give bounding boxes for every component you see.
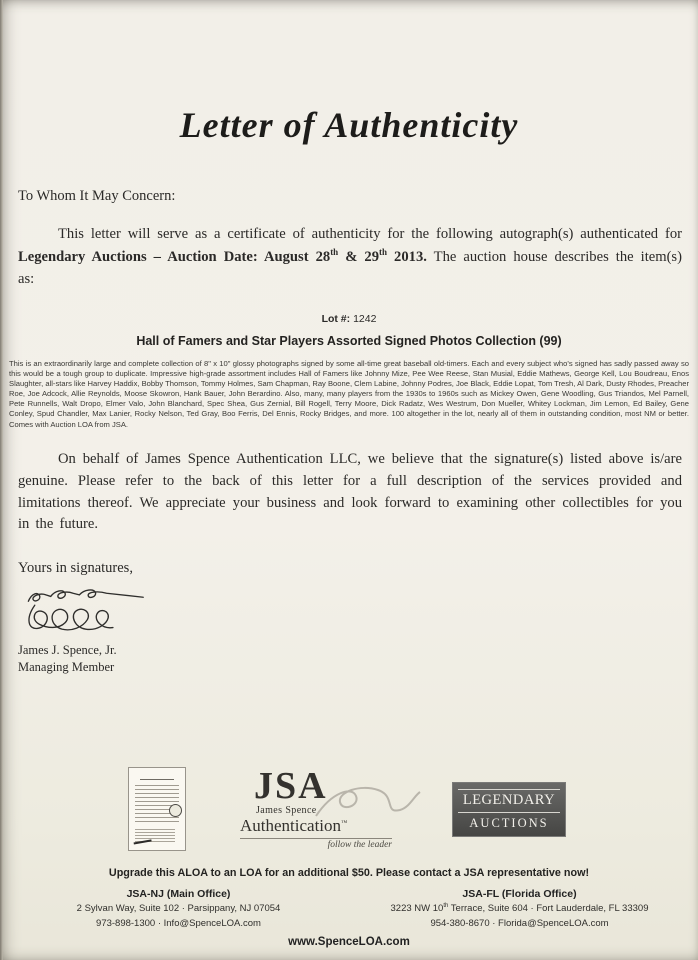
legendary-line2: AUCTIONS: [469, 815, 549, 830]
website-url: www.SpenceLOA.com: [288, 936, 410, 948]
signer-name: James J. Spence, Jr.: [18, 643, 117, 658]
ordinal-suffix: th: [379, 246, 388, 257]
office-fl-address: [349, 902, 690, 916]
office-fl-contact: 954-380-8670 · Florida@SpenceLOA.com: [430, 917, 609, 929]
jsa-acronym: JSA: [254, 765, 328, 808]
jsa-tagline: follow the leader: [327, 840, 392, 851]
upgrade-notice: Upgrade this ALOA to an LOA for an additional $50. Please contact a JSA representative now!: [108, 867, 590, 880]
office-fl: [349, 888, 690, 931]
intro-text-tail: The auction house describes the item(s) as:: [18, 248, 682, 287]
legendary-auctions-logo: [452, 782, 566, 837]
lot-number-line: [0, 313, 698, 325]
fl-address-end: Terrace, Suite 604 · Fort Lauderdale, FL 33309: [448, 903, 649, 915]
jsa-word-text: Authentication: [240, 816, 342, 836]
auction-name-date: Legendary Auctions – Auction Date: August 28: [18, 248, 331, 265]
body-paragraph: On behalf of James Spence Authentication LLC, we believe that the signature(s) listed above is/are genuine. Please refer to the back of this letter for a full description of the services provided and limitations thereof. We appreciate your business and look forward to examining other collectibles for you in the future.: [18, 450, 682, 533]
thumbnail-title-line: [140, 775, 174, 780]
office-columns: [0, 888, 698, 931]
lot-value: 1242: [353, 312, 377, 325]
item-description: This is an extraordinarily large and complete collection of 8" x 10" glossy photographs signed by some all-time great baseball old-timers. Each and every subject who's signed has sadly passed away so this would be a tough group to duplicate. Impressive high-grade assortment includes Hall of Famers like Johnny Mize, Pee Wee Reese, Stan Musial, Eddie Mathews, George Kell, Lou Boudreau, Enos Slaughter, all-stars like Harvey Haddix, Bobby Thomson, Tommy Holmes, Sam Chapman, Ray Boone, Clem Labine, Johnny Podres, Joe Black, Eddie Lopat, Tom Tresh, Al Dark, Dusty Rhodes, Preacher Roe, Joe Adcock, Allie Reynolds, Moose Skowron, Hank Bauer, John Berardino. Also, many, many players from the 1930s to 1960s such as Mickey Owen, Gene Woodling, Gus Triandos, Mel Parnell, Pete Runnells, Walt Dropo, Elmer Valo, John Blanchard, Spec Shea, Gus Zernial, Bill Rogell, Terry Moore, Dick Radatz, Wes Westrum, Don Mueller, Whitey Lockman, Jim Lemon, Ed Bailey, Gene Conley, Spud Chandler, Max Lanier, Rocky Nelson, Ted Gray, Boo Ferris, Del Ennis, Rocky Bridges, and more. 100 altogether in the lot, nearly all of them in outstanding condition, most NM or better. Comes with Auction LOA from JSA.: [9, 358, 689, 429]
office-nj-contact: 973-898-1300 · Info@SpenceLOA.com: [96, 917, 261, 929]
auction-year: 2013.: [387, 248, 427, 265]
auction-date-cont: & 29: [338, 248, 380, 265]
thumbnail-seal: [169, 804, 182, 817]
letter-thumbnail-image: [128, 767, 186, 851]
ordinal-suffix: th: [330, 246, 339, 257]
office-nj-title: JSA-NJ (Main Office): [126, 888, 231, 901]
closing-line: Yours in signatures,: [18, 560, 133, 577]
office-nj-address: 2 Sylvan Way, Suite 102 · Parsippany, NJ 07054: [76, 903, 281, 915]
salutation: To Whom It May Concern:: [18, 188, 176, 204]
ordinal-suffix: th: [443, 903, 449, 910]
page-title: Letter of Authenticity: [179, 105, 519, 145]
office-fl-title: JSA-FL (Florida Office): [462, 888, 577, 901]
jsa-wordmark: [240, 816, 398, 836]
intro-text: This letter will serve as a certificate of authenticity for the following autograph(s) authenticated for: [58, 226, 682, 242]
letter-footer: [0, 767, 698, 948]
fl-address-start: 3223 NW 10: [390, 903, 444, 915]
jsa-company-name: James Spence: [256, 805, 317, 817]
signature-image: [4, 579, 172, 641]
office-nj: [8, 888, 349, 931]
item-title: Hall of Famers and Star Players Assorted Signed Photos Collection (99): [136, 333, 562, 348]
lot-label: Lot #:: [321, 312, 351, 325]
logos-row: [0, 767, 698, 851]
trademark-symbol: ™: [341, 819, 348, 827]
jsa-logo: [240, 765, 398, 851]
intro-paragraph: [0, 224, 698, 291]
legendary-line1: LEGENDARY: [458, 789, 560, 813]
signer-title: Managing Member: [18, 660, 115, 675]
